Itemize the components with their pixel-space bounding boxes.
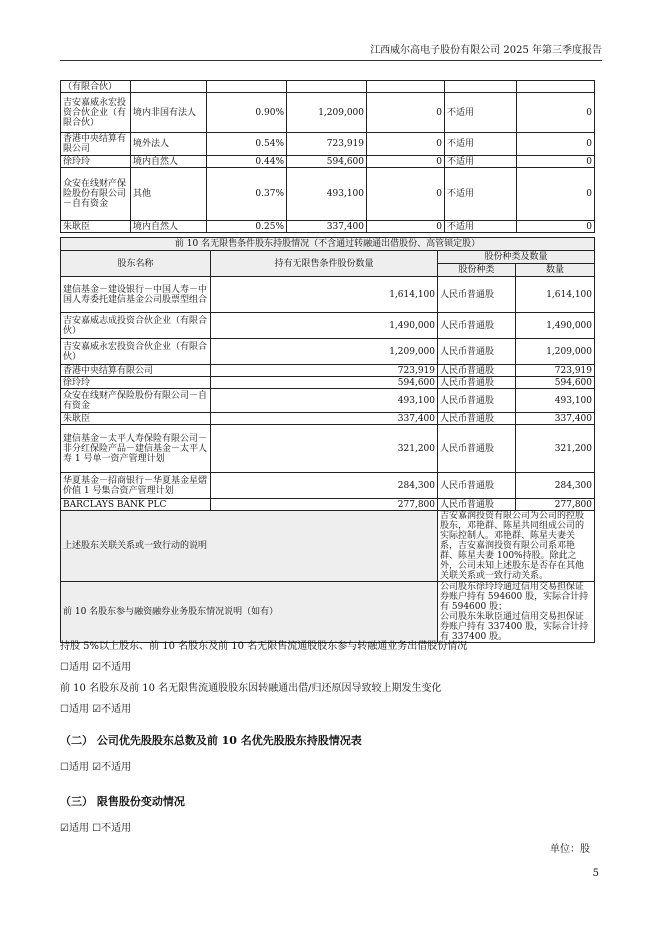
cell-pct: 0.44% [207, 156, 287, 168]
cell-qty: 284,300 [211, 473, 438, 499]
cell-pct: 0.90% [207, 93, 287, 133]
cell-qty: 1,614,100 [211, 277, 438, 313]
margin-text-line-2: 公司股东朱耿臣通过信用交易担保证券账户持有 337400 股，实际合计持有 337400 股。 [440, 612, 589, 642]
table-row [61, 313, 595, 339]
cell-name: 吉安嘉威永宏投资合伙企业（有限合伙） [61, 93, 131, 133]
cell-name: 香港中央结算有限公司 [61, 133, 131, 156]
cell-amount: 594,600 [516, 377, 595, 389]
table-row [61, 339, 595, 365]
cell-restricted [367, 81, 445, 93]
cell-name: 众安在线财产保险股份有限公司－自有资金 [61, 168, 131, 221]
col-header-type: 股份种类 [438, 264, 516, 277]
table-row [61, 168, 595, 221]
cell-qty: 723,919 [211, 365, 438, 377]
cell-type: 人民币普通股 [438, 277, 516, 313]
cell-type: 人民币普通股 [438, 313, 516, 339]
applicable-choice-3: ☐适用 ☑不适用 [60, 762, 132, 773]
table-row [61, 81, 595, 93]
cell-restricted: 0 [367, 221, 445, 233]
applicable-choice-4: ☑适用 ☐不适用 [60, 823, 132, 834]
cell-pledge-qty: 0 [517, 221, 595, 233]
table-row [61, 221, 595, 233]
relation-label: 上述股东关联关系或一致行动的说明 [61, 511, 438, 582]
table-row [61, 413, 595, 425]
page-number: 5 [592, 868, 599, 879]
cell-type: 人民币普通股 [438, 389, 516, 413]
cell-nature: 境内自然人 [131, 221, 207, 233]
cell-pledge: 不适用 [445, 93, 517, 133]
col-header-type-group: 股份种类及数量 [438, 251, 595, 264]
applicable-choice-1: ☐适用 ☑不适用 [60, 662, 132, 673]
cell-restricted: 0 [367, 93, 445, 133]
cell-nature: 境内自然人 [131, 156, 207, 168]
table-title: 前 10 名无限售条件股东持股情况（不含通过转融通出借股份、高管锁定股） [61, 238, 595, 251]
cell-type: 人民币普通股 [438, 425, 516, 473]
relation-text: 吉安嘉润投资有限公司为公司的控股股东，邓艳群、陈星共同组成公司的实际控制人。邓艳群、陈星夫妻关系，吉安嘉润投资有限公司系邓艳群、陈星夫妻 100%持股。除此之外，公司未知上述股东是否存在其他关联关系或一致行动关系。 [438, 511, 595, 582]
cell-pledge-qty: 0 [517, 156, 595, 168]
cell-type: 人民币普通股 [438, 473, 516, 499]
securities-lending-note: 持股 5%以上股东、前 10 名股东及前 10 名无限售流通股股东参与转融通业务出借股份情况 [60, 641, 468, 652]
cell-pledge: 不适用 [445, 168, 517, 221]
cell-amount: 1,490,000 [516, 313, 595, 339]
cell-qty: 277,800 [211, 499, 438, 511]
cell-restricted: 0 [367, 133, 445, 156]
cell-name: 朱耿臣 [61, 413, 211, 425]
col-header-name: 股东名称 [61, 251, 211, 277]
table-row [61, 93, 595, 133]
cell-restricted: 0 [367, 156, 445, 168]
cell-name: 徐玲玲 [61, 377, 211, 389]
cell-nature [131, 81, 207, 93]
cell-pct: 0.54% [207, 133, 287, 156]
cell-shares: 723,919 [287, 133, 367, 156]
cell-pledge: 不适用 [445, 221, 517, 233]
cell-shares [287, 81, 367, 93]
cell-amount: 1,209,000 [516, 339, 595, 365]
cell-shares: 493,100 [287, 168, 367, 221]
cell-pct: 0.37% [207, 168, 287, 221]
cell-qty: 1,490,000 [211, 313, 438, 339]
cell-pledge: 不适用 [445, 133, 517, 156]
cell-nature: 其他 [131, 168, 207, 221]
cell-amount: 493,100 [516, 389, 595, 413]
cell-name: BARCLAYS BANK PLC [61, 499, 211, 511]
col-header-qty: 持有无限售条件股份数量 [211, 251, 438, 277]
cell-pct [207, 81, 287, 93]
table-row [61, 425, 595, 473]
cell-name: 香港中央结算有限公司 [61, 365, 211, 377]
cell-amount: 277,800 [516, 499, 595, 511]
cell-qty: 493,100 [211, 389, 438, 413]
page-header: 江西威尔高电子股份有限公司 2025 年第三季度报告 [60, 44, 602, 61]
applicable-choice-2: ☐适用 ☑不适用 [60, 704, 132, 715]
cell-nature: 境内非国有法人 [131, 93, 207, 133]
cell-shares: 1,209,000 [287, 93, 367, 133]
cell-name: 华夏基金－招商银行－华夏基金星熠价值 1 号集合资产管理计划 [61, 473, 211, 499]
section-heading-preferred: （二） 公司优先股股东总数及前 10 名优先股股东持股情况表 [60, 734, 362, 747]
cell-pledge-qty [517, 81, 595, 93]
cell-amount: 337,400 [516, 413, 595, 425]
cell-qty: 321,200 [211, 425, 438, 473]
cell-name: （有限合伙） [61, 81, 131, 93]
cell-type: 人民币普通股 [438, 499, 516, 511]
cell-shares: 594,600 [287, 156, 367, 168]
top10-shareholders-table [60, 80, 595, 233]
unit-label: 单位：股 [550, 844, 590, 855]
cell-amount: 284,300 [516, 473, 595, 499]
unrestricted-shareholders-table [60, 237, 595, 643]
cell-pledge-qty: 0 [517, 93, 595, 133]
cell-nature: 境外法人 [131, 133, 207, 156]
cell-amount: 321,200 [516, 425, 595, 473]
table-row [61, 389, 595, 413]
cell-type: 人民币普通股 [438, 339, 516, 365]
cell-name: 众安在线财产保险股份有限公司－自有资金 [61, 389, 211, 413]
cell-qty: 594,600 [211, 377, 438, 389]
cell-type: 人民币普通股 [438, 413, 516, 425]
cell-pledge: 不适用 [445, 156, 517, 168]
cell-pledge-qty: 0 [517, 168, 595, 221]
cell-pledge-qty: 0 [517, 133, 595, 156]
cell-type: 人民币普通股 [438, 377, 516, 389]
cell-name: 吉安嘉威永宏投资合伙企业（有限合伙） [61, 339, 211, 365]
table-row [61, 365, 595, 377]
cell-shares: 337,400 [287, 221, 367, 233]
table-row [61, 156, 595, 168]
cell-type: 人民币普通股 [438, 365, 516, 377]
table-row [61, 277, 595, 313]
cell-qty: 1,209,000 [211, 339, 438, 365]
cell-amount: 723,919 [516, 365, 595, 377]
cell-name: 建信基金－太平人寿保险有限公司－非分红保险产品－建信基金－太平人寿 1 号单一资产管理计划 [61, 425, 211, 473]
cell-amount: 1,614,100 [516, 277, 595, 313]
col-header-amount: 数量 [516, 264, 595, 277]
table-row [61, 473, 595, 499]
margin-text [438, 582, 595, 643]
cell-pledge [445, 81, 517, 93]
lending-change-note: 前 10 名股东及前 10 名无限售流通股股东因转融通出借/归还原因导致较上期发生变化 [60, 683, 442, 694]
cell-restricted: 0 [367, 168, 445, 221]
cell-name: 建信基金－建设银行－中国人寿－中国人寿委托建信基金公司股票型组合 [61, 277, 211, 313]
cell-pct: 0.25% [207, 221, 287, 233]
cell-name: 吉安嘉威志成投资合伙企业（有限合伙） [61, 313, 211, 339]
margin-text-line-1: 公司股东徐玲玲通过信用交易担保证券账户持有 594600 股，实际合计持有 594600 股； [440, 582, 589, 612]
cell-name: 徐玲玲 [61, 156, 131, 168]
table-row [61, 499, 595, 511]
section-heading-restricted: （三） 限售股份变动情况 [60, 795, 185, 808]
table-row [61, 133, 595, 156]
table-row [61, 377, 595, 389]
cell-qty: 337,400 [211, 413, 438, 425]
margin-label: 前 10 名股东参与融资融券业务股东情况说明（如有） [61, 582, 438, 643]
cell-name: 朱耿臣 [61, 221, 131, 233]
